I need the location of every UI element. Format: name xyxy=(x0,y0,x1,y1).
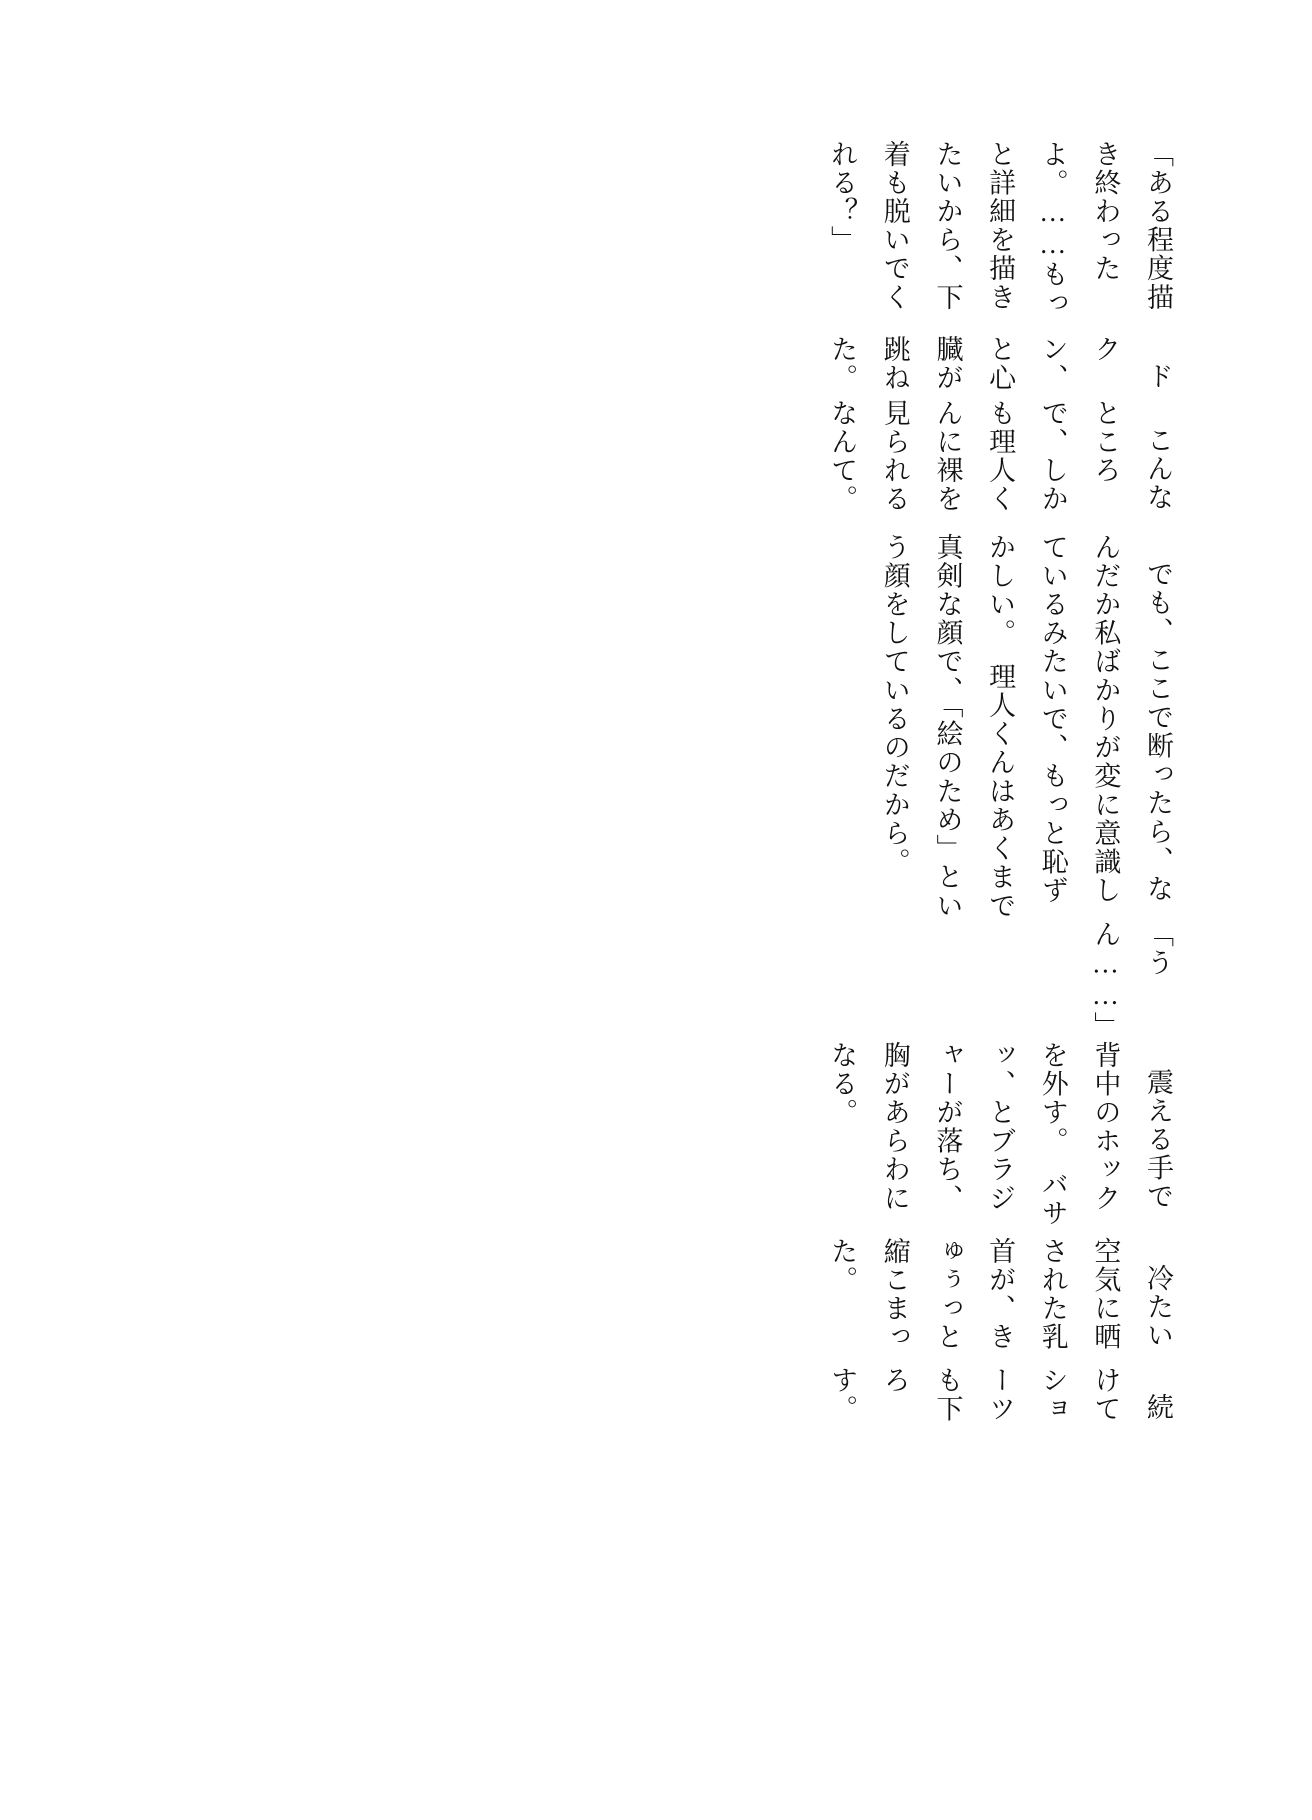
paragraph-8: 続けてショーツも下ろす。 xyxy=(827,1365,1173,1423)
paragraph-1: 「ある程度描き終わったよ。……もっと詳細を描きたいから、下着も脱いでくれる？」 xyxy=(827,140,1173,318)
paragraph-3: こんなところで、しかも理人くんに裸を見られるなんて。 xyxy=(827,399,1173,514)
paragraph-7: 冷たい空気に晒された乳首が、きゅぅっと縮こまった。 xyxy=(827,1236,1173,1352)
vertical-text-body xyxy=(124,140,1184,1430)
paragraph-4: でも、ここで断ったら、なんだか私ばかりが変に意識しているみたいで、もっと恥ずかしい。 理人くんはあくまで真剣な顔で、「絵のため」という顔をしているのだから。 xyxy=(879,532,1173,921)
paragraph-6: 震える手で背中のホックを外す。 バサッ、とブラジャーが落ち、胸があらわになる。 xyxy=(827,1040,1173,1228)
paragraph-2: ドクン、と心臓が跳ねた。 xyxy=(827,334,1173,392)
paragraph-5: 「うん……」 xyxy=(1090,920,1173,1041)
